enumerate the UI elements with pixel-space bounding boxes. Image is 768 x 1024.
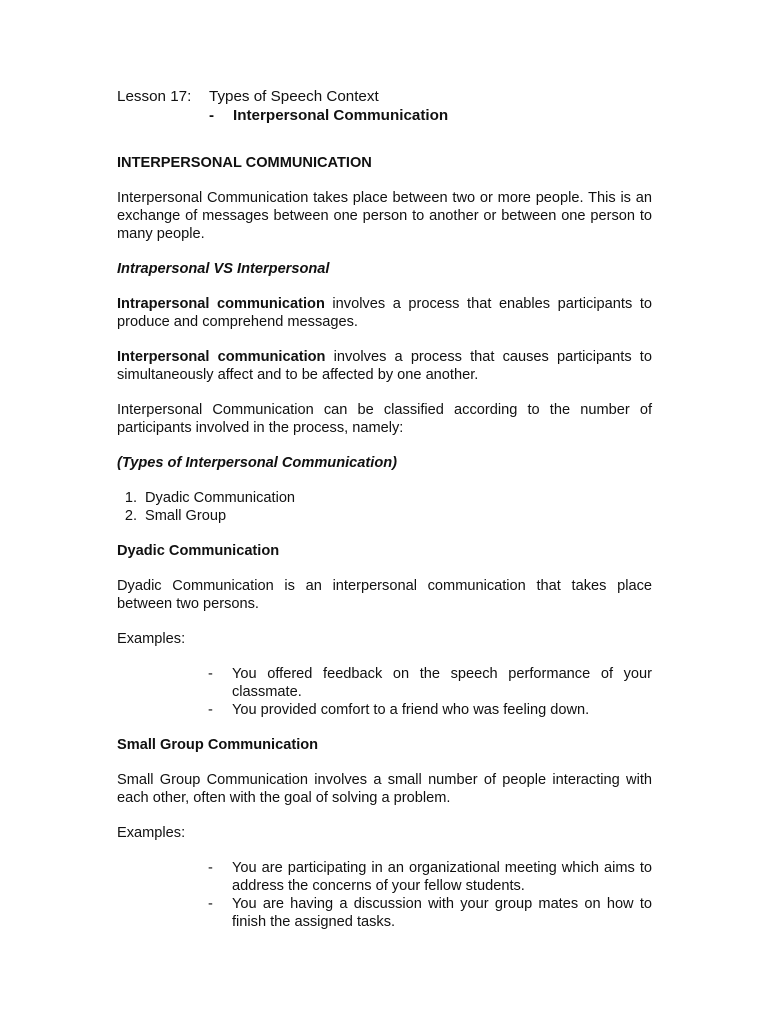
intrapersonal-term: Intrapersonal communication	[117, 296, 325, 312]
intrapersonal-paragraph	[117, 295, 652, 331]
section-heading-interpersonal: INTERPERSONAL COMMUNICATION	[117, 155, 372, 171]
small-group-definition: Small Group Communication involves a small number of people interacting with each other, often with the goal of solving a problem.	[117, 772, 652, 806]
dyadic-examples-label: Examples:	[117, 631, 186, 647]
comparison-heading: Intrapersonal VS Interpersonal	[117, 261, 330, 277]
lesson-subtitle: Interpersonal Communication	[233, 107, 449, 124]
intrapersonal-text: involves a process that enables participants to produce and comprehend messages.	[117, 296, 652, 330]
list-item	[208, 665, 652, 701]
lesson-title: Types of Speech Context	[209, 88, 379, 105]
list-dash: -	[208, 860, 213, 876]
list-dash: -	[208, 666, 213, 682]
dyadic-examples-list	[208, 665, 652, 719]
list-item	[117, 507, 652, 525]
dyadic-heading: Dyadic Communication	[117, 543, 280, 559]
list-item	[208, 701, 652, 719]
types-list	[117, 489, 652, 525]
example-text: You are participating in an organizational meeting which aims to address the concerns of your fellow students.	[232, 860, 652, 894]
list-number: 2.	[124, 508, 137, 524]
list-item-label: Dyadic Communication	[145, 490, 296, 506]
example-text: You offered feedback on the speech performance of your classmate.	[232, 666, 652, 700]
subtitle-dash: -	[209, 107, 215, 124]
small-group-examples-list	[208, 859, 652, 931]
list-item	[208, 895, 652, 931]
dyadic-definition: Dyadic Communication is an interpersonal communication that takes place between two persons.	[117, 578, 652, 612]
interpersonal-definition: Interpersonal Communication takes place between two or more people. This is an exchange of messages between one person to another or between one person to many people.	[117, 190, 652, 242]
interpersonal-term: Interpersonal communication	[117, 349, 326, 365]
small-group-examples-label: Examples:	[117, 825, 186, 841]
lesson-subtitle-line	[117, 107, 652, 126]
example-text: You are having a discussion with your group mates on how to finish the assigned tasks.	[232, 896, 652, 930]
example-text: You provided comfort to a friend who was feeling down.	[232, 702, 590, 718]
small-group-heading: Small Group Communication	[117, 737, 319, 753]
list-item	[117, 489, 652, 507]
list-dash: -	[208, 702, 213, 718]
interpersonal-paragraph	[117, 348, 652, 384]
interpersonal-text: involves a process that causes participants to simultaneously affect and to be affected by one another.	[117, 349, 652, 383]
types-heading: (Types of Interpersonal Communication)	[117, 455, 398, 471]
classification-paragraph: Interpersonal Communication can be classified according to the number of participants involved in the process, namely:	[117, 402, 652, 436]
list-item-label: Small Group	[145, 508, 227, 524]
list-item	[208, 859, 652, 895]
list-number: 1.	[124, 490, 137, 506]
lesson-title-line	[117, 88, 652, 107]
list-dash: -	[208, 896, 213, 912]
lesson-number: Lesson 17:	[117, 88, 192, 105]
document-page	[117, 88, 652, 931]
